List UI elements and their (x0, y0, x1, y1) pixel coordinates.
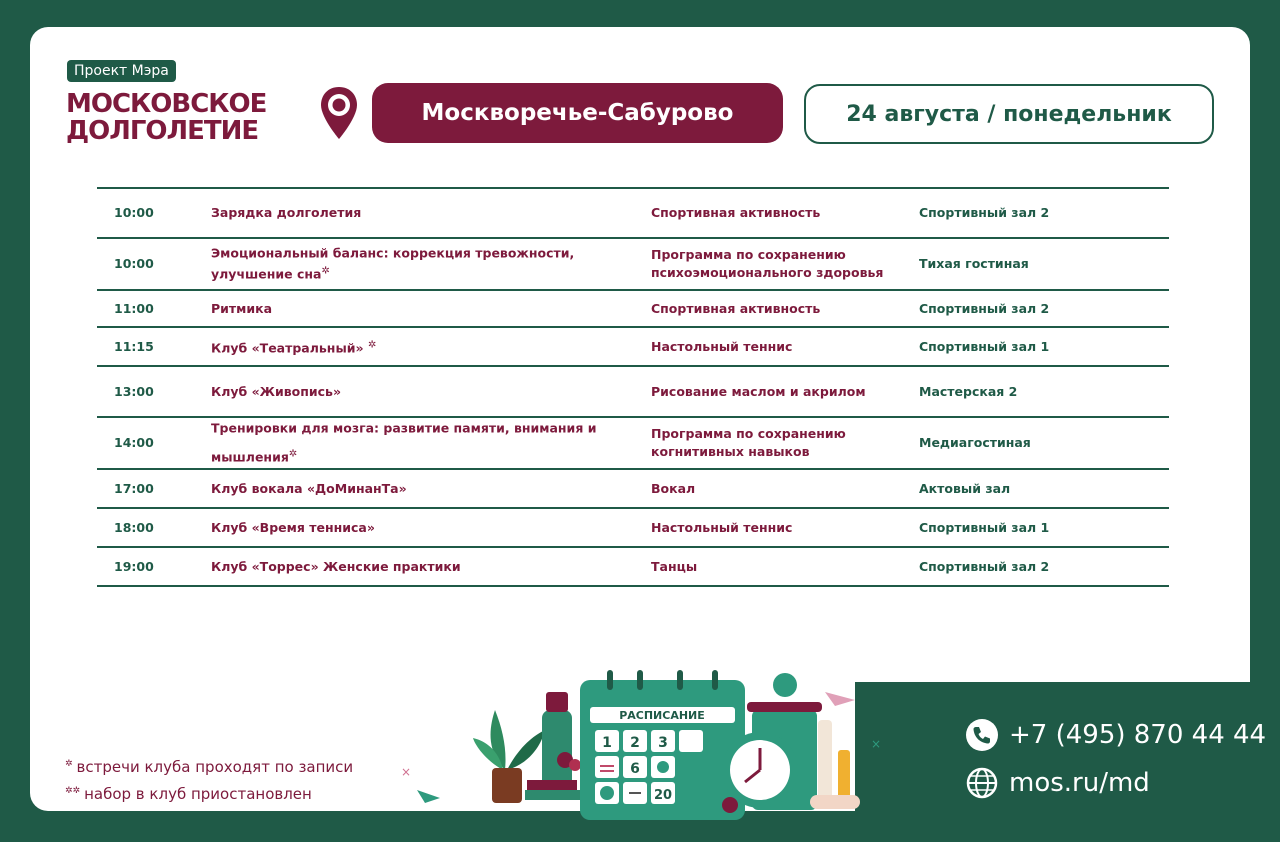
enrollment-mark: ✲ (321, 265, 330, 277)
row-direction: Настольный теннис (651, 338, 793, 354)
row-place: Спортивный зал 1 (919, 338, 1050, 354)
table-row (97, 367, 1169, 418)
row-place: Спортивный зал 2 (919, 558, 1050, 574)
logo-line-2: ДОЛГОЛЕТИЕ (66, 116, 259, 146)
row-place: Спортивный зал 1 (919, 519, 1050, 535)
calendar-title: РАСПИСАНИЕ (619, 709, 705, 722)
schedule-table (97, 187, 1169, 587)
row-time: 18:00 (114, 519, 154, 535)
logo-line-1: МОСКОВСКОЕ (66, 89, 267, 119)
row-place: Спортивный зал 2 (919, 300, 1050, 316)
row-time: 13:00 (114, 383, 154, 399)
row-title: Клуб «Театральный» ✲ (211, 338, 377, 356)
row-title: Клуб вокала «ДоМинанТа» (211, 480, 407, 496)
note-enrollment-closed: ✲✲ набор в клуб приостановлен (65, 785, 312, 803)
calendar-cell: 3 (658, 735, 668, 751)
row-title: Клуб «Живопись» (211, 383, 342, 399)
table-row (97, 189, 1169, 239)
row-time: 11:15 (114, 338, 154, 354)
project-badge: Проект Мэра (67, 60, 176, 82)
calendar-cell: 20 (653, 788, 673, 803)
row-title: Клуб «Время тенниса» (211, 519, 375, 535)
table-row (97, 291, 1169, 328)
row-time: 14:00 (114, 435, 154, 450)
enrollment-mark: ✲ (288, 448, 298, 460)
row-time: 10:00 (114, 256, 154, 271)
table-row (97, 509, 1169, 548)
schedule-date: 24 августа / понедельник (804, 84, 1214, 144)
row-direction: Вокал (651, 480, 696, 496)
site-url: mos.ru/md (1009, 768, 1150, 798)
calendar-cell: 1 (602, 735, 612, 751)
row-title: Эмоциональный баланс: коррекция тревожности, улучшение сна✲ (211, 245, 575, 282)
table-row (97, 328, 1169, 367)
phone-contact[interactable] (965, 718, 1266, 752)
row-title: Ритмика (211, 300, 273, 316)
district-name: Москворечье-Сабурово (372, 83, 783, 143)
logo (66, 91, 266, 145)
svg-text:×: × (871, 737, 882, 751)
row-title: Клуб «Торрес» Женские практики (211, 558, 461, 574)
globe-icon (965, 766, 999, 800)
table-row (97, 548, 1169, 587)
location-pin-icon (319, 85, 359, 141)
row-place: Актовый зал (919, 480, 1011, 496)
row-place: Мастерская 2 (919, 383, 1018, 399)
row-title: Зарядка долголетия (211, 205, 362, 220)
svg-text:×: × (401, 765, 412, 779)
row-place: Медиагостиная (919, 435, 1031, 450)
row-direction: Спортивная активность (651, 205, 821, 220)
row-place: Спортивный зал 2 (919, 205, 1050, 220)
site-contact[interactable] (965, 766, 1150, 800)
contact-band (855, 682, 1280, 842)
row-title: Тренировки для мозга: развитие памяти, внимания и мышления✲ (211, 420, 597, 465)
row-time: 10:00 (114, 205, 154, 220)
phone-icon (965, 718, 999, 752)
row-direction: Программа по сохранению когнитивных навыков (651, 426, 846, 459)
row-place: Тихая гостиная (919, 256, 1029, 271)
calendar-cell: 2 (630, 735, 640, 751)
row-direction: Танцы (651, 558, 698, 574)
row-direction: Программа по сохранению психоэмоционального здоровья (651, 247, 884, 280)
row-direction: Спортивная активность (651, 300, 821, 316)
calendar-cell: 6 (630, 761, 640, 777)
table-row (97, 239, 1169, 291)
row-time: 11:00 (114, 300, 154, 316)
phone-number: +7 (495) 870 44 44 (1009, 720, 1267, 750)
row-time: 19:00 (114, 558, 154, 574)
footnotes (65, 752, 353, 806)
enrollment-mark: ✲ (367, 338, 377, 350)
row-direction: Рисование маслом и акрилом (651, 383, 866, 399)
row-direction: Настольный теннис (651, 519, 793, 535)
schedule-illustration (395, 640, 895, 825)
row-time: 17:00 (114, 480, 154, 496)
table-row (97, 418, 1169, 470)
note-by-appointment: ✲ встречи клуба проходят по записи (65, 758, 354, 776)
table-row (97, 470, 1169, 509)
